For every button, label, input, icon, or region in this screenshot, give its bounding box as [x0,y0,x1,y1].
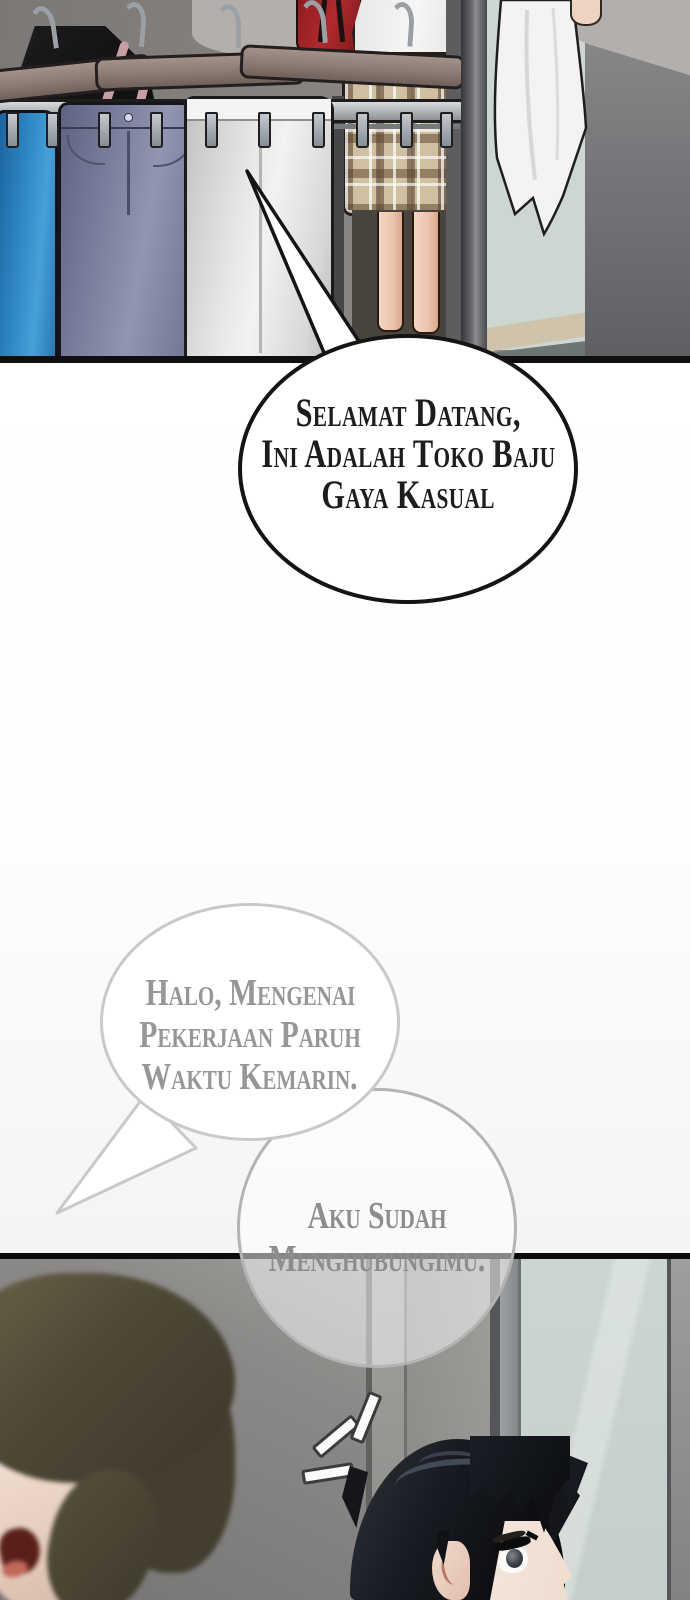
hanger-clip [205,112,218,148]
girl-ear [432,1541,470,1600]
bubble-line: Ini Adalah Toko Baju [260,430,556,476]
bubble-line: Selamat Datang, [295,389,521,435]
jeans-gray [58,102,198,358]
speech-bubble-welcome [238,334,578,604]
bubble-line: Waktu Kemarin. [141,1056,359,1098]
bubble-line: Gaya Kasual [321,471,495,517]
jeans-button [124,113,133,122]
hanger-clip [150,112,163,148]
hanging-towel [487,0,589,240]
jeans-fly-seam [127,131,130,215]
clerk-leg [412,212,440,334]
hanger-clip [356,112,369,148]
hanger-clip [98,112,111,148]
rack-pole [461,0,487,363]
hanger-hook [118,1,148,47]
speech-bubble-phone-1 [100,903,400,1141]
wall-right-strip [671,1259,690,1600]
hanger-clip [258,112,271,148]
bubble-tail [230,160,370,360]
black-haired-girl [340,1381,590,1600]
hanger-clip [440,112,453,148]
bubble-line: Aku Sudah [307,1195,447,1237]
hanger-clip [6,112,19,148]
bubble-line: Pekerjaan Paruh [139,1014,361,1056]
hanger-hook [215,4,241,48]
hanger-clip [400,112,413,148]
bubble-line: Menghubungimu. [268,1238,486,1280]
clerk-leg [377,212,404,332]
girl-iris [506,1549,523,1568]
bubble-line: Halo, Mengenai [145,972,355,1014]
blurred-woman [0,1273,255,1600]
hanger-clip [312,112,325,148]
hanger-hook [27,4,59,51]
hanger-clip [46,112,59,148]
hand-holding-towel [570,0,602,26]
